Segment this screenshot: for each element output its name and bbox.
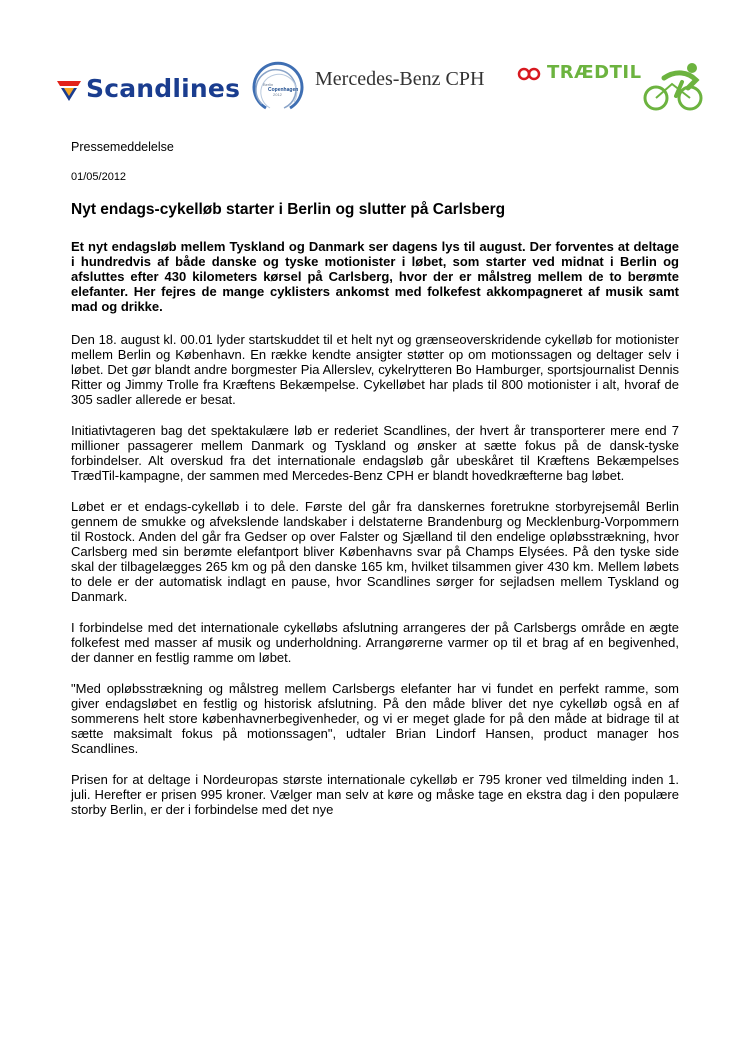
body-paragraph: I forbindelse med det internationale cykelløbs afslutning arrangeres der på Carlsbergs område en ægte folkefest med masser af musik og underholdning. Arrangørerne varmer op til et brag af en begivenhed, der danner en festlig ramme om løbet.	[71, 620, 679, 665]
interlocked-rings-icon	[517, 67, 541, 81]
headline: Nyt endags-cykelløb starter i Berlin og slutter på Carlsberg	[71, 201, 506, 218]
scandlines-logo	[56, 74, 240, 103]
bc-year: 2012	[273, 92, 282, 97]
lead-paragraph: Et nyt endagsløb mellem Tyskland og Danmark ser dagens lys til august. Der forventes at deltage i hundredvis af både danske og tyske motionister i løbet, som starter ved midnat i Berlin og afsluttes efter 430 kilometers kørsel på Carlsberg, hvor der er målstreg mellem de to berømte elefanter. Her fejres de mange cyklisters ankomst med folkefest akkompagneret af musik samt mad og drikke.	[71, 239, 679, 314]
body-paragraph: Løbet er et endags-cykelløb i to dele. Første del går fra danskernes foretrukne storbyrejsemål Berlin gennem de smukke og afvekslende landskaber i delstaterne Brandenburg og Mecklenburg-Vorpommern til Rostock. Anden del går fra Gedser op over Falster og Sjælland til den endelige opløbsstrækning, hvor Carlsberg med sin berømte elefantport bliver Københavns svar på Champs Elysées. På den tyske side skal der tilbagelægges 265 km og på den danske 165 km, hvilket tilsammen giver 430 km. Mellem løbets to dele er der automatisk indlagt en pause, hvor Scandlines sørger for sejladsen mellem Tyskland og Danmark.	[71, 499, 679, 604]
berlin-copenhagen-logo	[244, 58, 310, 114]
bc-line1: Berlin	[263, 82, 274, 87]
traedtil-wordmark: TRÆDTIL	[547, 62, 642, 83]
release-date: 01/05/2012	[71, 171, 127, 183]
body-paragraph: "Med opløbsstrækning og målstreg mellem Carlsbergs elefanter har vi fundet en perfekt ramme, som giver endagsløbet en festlig og historisk afslutning. På den måde bliver det nye cykelløb også en af sommerens helt store københavnerbegivenheder, og vi er meget glade for på den måde at bidrage til at sætte maksimalt fokus på motionssagen", udtaler Brian Lindorf Hansen, product manager hos Scandlines.	[71, 681, 679, 756]
berlin-copenhagen-emblem	[244, 58, 310, 114]
document-type: Pressemeddelelse	[71, 140, 174, 154]
body-paragraph: Den 18. august kl. 00.01 lyder startskuddet til et helt nyt og grænseoverskridende cykelløb for motionister mellem Berlin og København. En række kendte ansigter støtter op om motionssagen og deltager selv i løbet. Det gør blandt andre borgmester Pia Allerslev, cykelrytteren Bo Hamburger, sportsjournalist Dennis Ritter og Jimmy Trolle fra Kræftens Bekæmpelse. Cykelløbet har plads til 800 motionister i alt, hvoraf de 305 sadler allerede er besat.	[71, 332, 679, 407]
scandlines-v-icon	[56, 76, 82, 102]
scandlines-wordmark: Scandlines	[86, 74, 241, 103]
mercedes-benz-cph-logo: Mercedes-Benz CPH	[315, 68, 485, 90]
bc-line2: Copenhagen	[268, 87, 299, 93]
press-release	[71, 140, 679, 833]
traedtil-logo	[517, 60, 708, 112]
logo-bar	[0, 58, 746, 114]
body-paragraph: Prisen for at deltage i Nordeuropas største internationale cykelløb er 795 kroner ved tilmelding inden 1. juli. Herefter er prisen 995 kroner. Vælger man selv at køre og måske tage en ekstra dag i den populære storby Berlin, er der i forbindelse med det nye	[71, 772, 679, 817]
cyclist-icon	[636, 60, 708, 112]
body-paragraph: Initiativtageren bag det spektakulære løb er rederiet Scandlines, der hvert år transporterer mere end 7 millioner passagerer mellem Danmark og Tyskland og ønsker at sætte fokus på de dansk-tyske forbindelser. Alt overskud fra det internationale endagsløb går ubeskåret til Kræftens Bekæmpelses TrædTil-kampagne, der sammen med Mercedes-Benz CPH er blandt hovedkræfterne bag løbet.	[71, 423, 679, 483]
